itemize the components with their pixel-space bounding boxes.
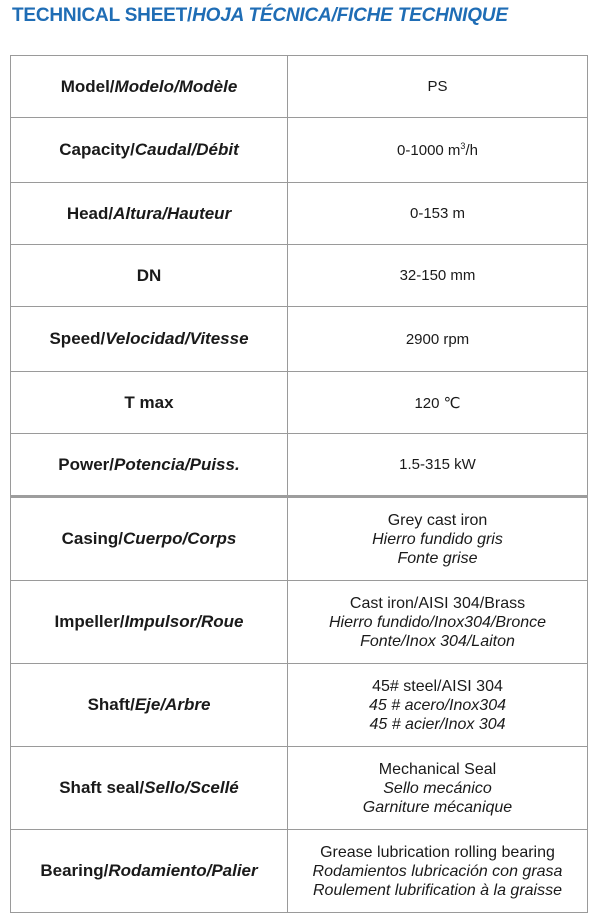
label-translation: Modelo/Modèle: [114, 76, 238, 96]
row-label: [11, 830, 288, 913]
row-label: [11, 434, 288, 497]
label-english: Impeller/: [54, 612, 125, 631]
row-value: 1.5-315 kW: [288, 434, 588, 497]
table-row-shaft: [11, 664, 588, 747]
value-spanish: Hierro fundido gris: [372, 530, 503, 548]
value-suffix: /h: [465, 142, 478, 159]
table-row-tmax: [11, 372, 588, 434]
label-translation: Impulsor/Roue: [124, 612, 244, 631]
value-french: Fonte grise: [397, 549, 478, 567]
row-value: 32-150 mm: [288, 245, 588, 307]
value-text: 0-1000 m: [397, 142, 461, 159]
label-translation: Altura/Hauteur: [113, 203, 232, 223]
label-translation: Velocidad/Vitesse: [105, 329, 249, 348]
label-translation: Potencia/Puiss.: [114, 454, 240, 474]
table-row-head: [11, 183, 588, 245]
label-english: Casing/: [61, 529, 124, 548]
value-spanish: Sello mecánico: [383, 779, 492, 797]
table-row-capacity: [11, 118, 588, 183]
row-value: [288, 118, 588, 183]
table-row-impeller: [11, 581, 588, 664]
row-label: [11, 372, 288, 434]
value-spanish: 45 # acero/Inox304: [369, 696, 506, 714]
label-english: Shaft/: [87, 695, 135, 714]
label-english: DN: [136, 265, 162, 285]
row-value: [288, 497, 588, 581]
value-superscript: 3: [460, 141, 466, 151]
label-translation: Eje/Arbre: [134, 695, 211, 714]
label-english: Head/: [66, 203, 114, 223]
label-translation: Caudal/Débit: [134, 140, 239, 159]
table-row-speed: [11, 307, 588, 372]
title-spanish-french: HOJA TÉCNICA/FICHE TECHNIQUE: [192, 5, 508, 26]
table-row-dn: [11, 245, 588, 307]
label-english: Speed/: [49, 329, 106, 348]
row-value: [288, 830, 588, 913]
label-english: Bearing/: [40, 861, 109, 880]
value-spanish: Rodamientos lubricación con grasa: [312, 862, 563, 880]
table-row-shaft-seal: [11, 747, 588, 830]
row-value: PS: [288, 56, 588, 118]
sheet-title: [12, 2, 508, 30]
label-english: Shaft seal/: [59, 778, 145, 797]
value-english: Mechanical Seal: [378, 760, 497, 778]
table-row-bearing: [11, 830, 588, 913]
table-row-model: [11, 56, 588, 118]
value-english: 45# steel/AISI 304: [372, 677, 503, 695]
label-english: T max: [124, 392, 174, 412]
row-label: [11, 581, 288, 664]
value-french: Fonte/Inox 304/Laiton: [360, 632, 515, 650]
row-label: [11, 56, 288, 118]
value-french: Roulement lubrification à la graisse: [312, 881, 562, 899]
row-label: [11, 664, 288, 747]
row-label: [11, 747, 288, 830]
table-row-power: [11, 434, 588, 497]
row-value: 0-153 m: [288, 183, 588, 245]
label-english: Capacity/: [59, 140, 135, 159]
value-english: Grey cast iron: [387, 511, 488, 529]
row-label: [11, 118, 288, 183]
row-value: 2900 rpm: [288, 307, 588, 372]
label-translation: Sello/Scellé: [144, 778, 239, 797]
label-translation: Rodamiento/Palier: [108, 861, 258, 880]
title-english: TECHNICAL SHEET/: [12, 5, 193, 26]
value-french: Garniture mécanique: [362, 798, 513, 816]
row-value: [288, 581, 588, 664]
row-value: [288, 747, 588, 830]
technical-sheet-table: [10, 55, 588, 913]
value-french: 45 # acier/Inox 304: [369, 715, 506, 733]
label-english: Power/: [58, 454, 115, 474]
row-value: 120 ℃: [288, 372, 588, 434]
row-label: [11, 183, 288, 245]
label-english: Model/: [60, 76, 115, 96]
value-english: Grease lubrication rolling bearing: [320, 843, 555, 861]
row-label: [11, 497, 288, 581]
row-label: [11, 307, 288, 372]
table-row-casing: [11, 497, 588, 581]
row-label: [11, 245, 288, 307]
row-value: [288, 664, 588, 747]
label-translation: Cuerpo/Corps: [123, 529, 237, 548]
value-english: Cast iron/AISI 304/Brass: [349, 594, 526, 612]
value-spanish: Hierro fundido/Inox304/Bronce: [328, 613, 547, 631]
